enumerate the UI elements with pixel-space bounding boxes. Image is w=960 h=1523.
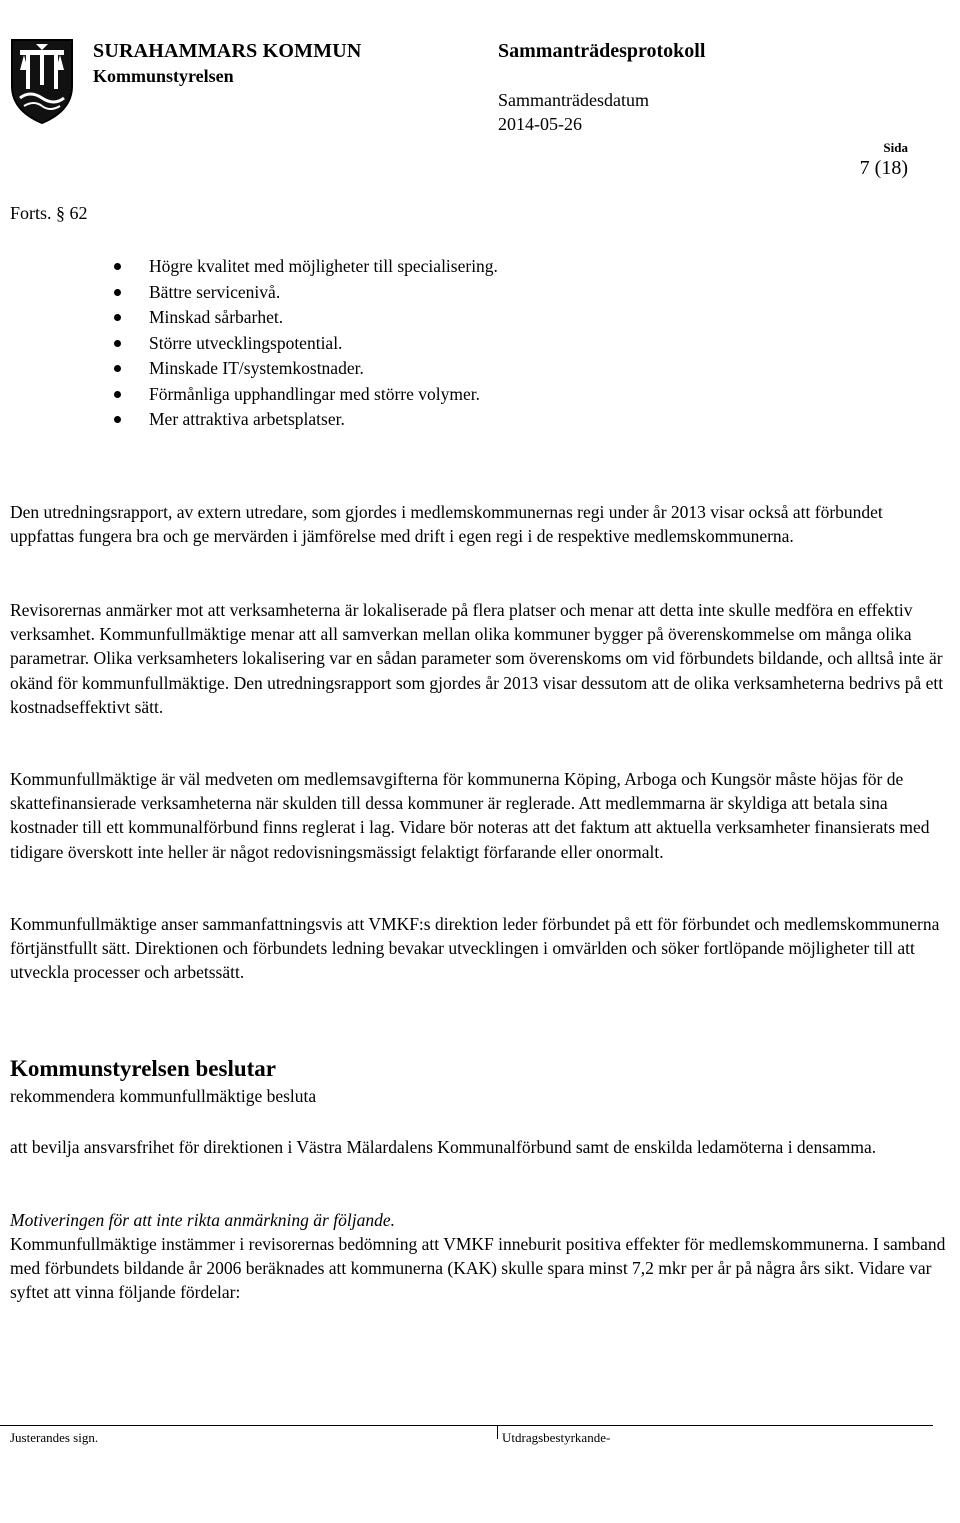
organization-board: Kommunstyrelsen (93, 66, 234, 86)
document-type: Sammanträdesprotokoll (498, 40, 706, 62)
signature-field-label: Justerandes sign. (10, 1430, 99, 1445)
list-item: Förmånliga upphandlingar med större volymer. (112, 382, 498, 408)
paragraph-fees: Kommunfullmäktige är väl medveten om medlemsavgifterna för kommunerna Köping, Arboga och Kungsör måste höjas för de skattefinansierade verksamheterna när skulden till dessa kommuner är reglerade. Att medlemmarna är skyldiga att betala sina kostnader till ett kommunalförbund finns reglerat i lag. Vidare bör noteras att det faktum att aktuella verksamheter finansierats med tidigare överskott inte heller är något redovisningsmässigt felaktigt förfarande eller onormalt. (10, 769, 930, 862)
advantages-list (112, 254, 498, 433)
list-item: Mer attraktiva arbetsplatser. (112, 407, 498, 433)
paragraph-auditors: Revisorernas anmärker mot att verksamheterna är lokaliserade på flera platser och menar att detta inte skulle medföra en effektiv verksamhet. Kommunfullmäktige menar att all samverkan mellan olika kommuner bygger på överenskommelse om många olika parametrar. Olika verksamheters lokalisering var en sådan parameter som överenskoms om vid förbundets bildande, och alltså inte är okänd för kommunfullmäktige. Den utredningsrapport som gjordes år 2013 visar dessutom att de olika verksamheterna bedrivs på ett kostnadseffektivt sätt. (10, 600, 944, 717)
paragraph-report: Den utredningsrapport, av extern utredare, som gjordes i medlemskommunernas regi under år 2013 visar också att förbundet uppfattas fungera bra och ge mervärden i jämförelse med drift i egen regi i de respektive medlemskommunerna. (10, 502, 883, 547)
page-label: Sida (883, 140, 908, 155)
paragraph-summary: Kommunfullmäktige anser sammanfattningsvis att VMKF:s direktion leder förbundet på ett för förbundet och medlemskommunerna förtjänstfullt sätt. Direktionen och förbundets ledning bevakar utvecklingen i omvärlden och söker fortlöpande möjligheter till att utveckla processer och arbetssätt. (10, 914, 940, 983)
meeting-date-label: Sammanträdesdatum (498, 90, 649, 110)
page-number: 7 (18) (859, 157, 908, 179)
decision-text: att bevilja ansvarsfrihet för direktionen i Västra Mälardalens Kommunalförbund samt de enskilda ledamöterna i densamma. (10, 1137, 877, 1157)
organization-name: SURAHAMMARS KOMMUN (93, 40, 362, 62)
footer-divider (0, 1425, 933, 1426)
footer-separator (497, 1425, 498, 1439)
coat-of-arms-icon (10, 38, 74, 124)
list-item: Minskade IT/systemkostnader. (112, 356, 498, 382)
motivation-title: Motiveringen för att inte rikta anmärkning är följande. (10, 1210, 395, 1230)
list-item: Högre kvalitet med möjligheter till specialisering. (112, 254, 498, 280)
decision-heading: Kommunstyrelsen beslutar (10, 1056, 276, 1081)
certification-field-label: Utdragsbestyrkande- (502, 1430, 611, 1445)
list-item: Minskad sårbarhet. (112, 305, 498, 331)
section-reference: Forts. § 62 (10, 203, 88, 223)
list-item: Bättre servicenivå. (112, 280, 498, 306)
meeting-date: 2014-05-26 (498, 114, 582, 134)
decision-subheading: rekommendera kommunfullmäktige besluta (10, 1086, 317, 1106)
motivation-text: Kommunfullmäktige instämmer i revisorernas bedömning att VMKF inneburit positiva effekter för medlemskommunerna. I samband med förbundets bildande år 2006 beräknades att kommunerna (KAK) skulle spara minst 7,2 mkr per år på några års sikt. Vidare var syftet att vinna följande fördelar: (10, 1234, 946, 1303)
list-item: Större utvecklingspotential. (112, 331, 498, 357)
